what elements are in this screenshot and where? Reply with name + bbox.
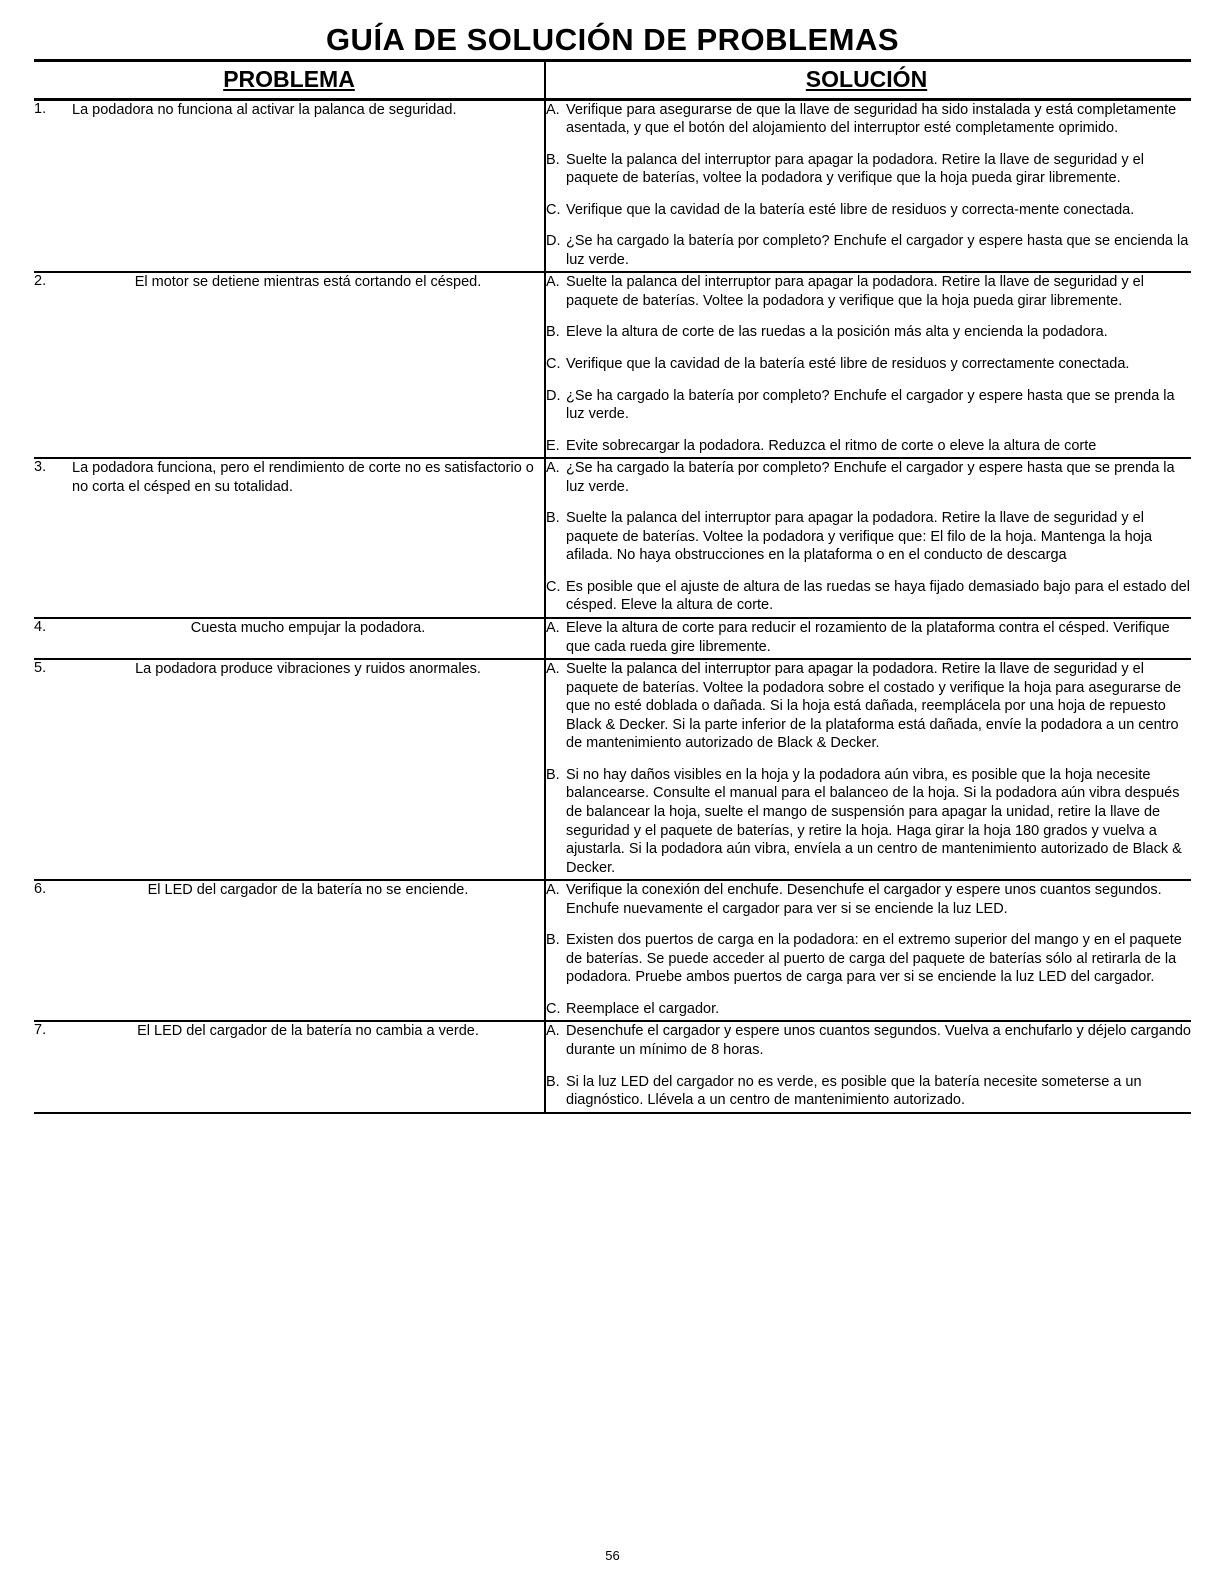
solution-letter: A. [546,274,560,291]
solution-item [546,232,1191,269]
row-number: 6. [34,880,72,1021]
solution-item [546,578,1191,615]
solution-item [546,660,1191,753]
solution-letter: C. [546,201,561,218]
row-solutions [545,659,1191,880]
solution-text: Verifique para asegurarse de que la llave de seguridad ha sido instalada y está completamente asentada, y que el botón del alojamiento del interruptor esté completamente oprimido. [566,101,1177,137]
solution-text: Es posible que el ajuste de altura de las ruedas se haya fijado demasiado bajo para el estado del césped. Eleve la altura de corte. [566,578,1190,614]
table-row [34,272,1191,458]
solution-letter: A. [546,460,560,477]
row-problem: El motor se detiene mientras está cortando el césped. [72,272,545,458]
solution-letter: A. [546,620,560,637]
row-problem: La podadora produce vibraciones y ruidos anormales. [72,659,545,880]
solution-item [546,273,1191,310]
solution-letter: B. [546,510,560,527]
row-solutions [545,101,1191,273]
row-problem: La podadora no funciona al activar la palanca de seguridad. [72,101,545,273]
row-number: 1. [34,100,47,117]
solution-item [546,323,1191,342]
row-solutions [545,272,1191,458]
solution-text: Existen dos puertos de carga en la podadora: en el extremo superior del mango y en el paquete de baterías. Se puede acceder al puerto de carga del paquete de baterías sólo al retirarla de la podadora. Pruebe ambos puertos de carga para ver si se enciende la luz LED del cargador. [566,932,1182,986]
solution-letter: A. [546,101,560,118]
solution-letter: C. [546,578,561,595]
page-number: 56 [605,1548,620,1563]
solution-item [546,619,1191,656]
solution-text: Eleve la altura de corte para reducir el rozamiento de la plataforma contra el césped. Verifique que cada rueda gire libremente. [566,620,1170,655]
solution-letter: C. [546,1000,561,1017]
row-number: 7. [34,1021,72,1112]
solution-item [546,459,1191,496]
solution-letter: D. [546,387,561,404]
table-row [34,880,1191,1021]
solution-text: Verifique que la cavidad de la batería esté libre de residuos y correctamente conectada. [566,356,1130,373]
table-row [34,618,1191,659]
solution-text: Suelte la palanca del interruptor para apagar la podadora. Retire la llave de seguridad y el paquete de baterías. Voltee la podadora y verifique que la hoja pueda girar libremente. [566,274,1144,309]
solution-text: Verifique la conexión del enchufe. Desenchufe el cargador y espere unos cuantos segundos. Enchufe nuevamente el cargador para ver si se enciende la luz LED. [566,882,1162,917]
solution-text: Reemplace el cargador. [566,1000,720,1017]
solution-letter: B. [546,1073,560,1090]
solution-letter: A. [546,661,560,678]
solution-text: ¿Se ha cargado la batería por completo? Enchufe el cargador y espere hasta que se prenda la luz verde. [566,460,1175,495]
solution-letter: A. [546,1023,560,1040]
solution-letter: D. [546,233,561,250]
solution-item [546,1073,1191,1110]
solution-text: ¿Se ha cargado la batería por completo? Enchufe el cargador y espere hasta que se prenda la luz verde. [566,387,1175,423]
solution-item [546,437,1191,456]
solution-text: Verifique que la cavidad de la batería esté libre de residuos y correcta-mente conectada. [566,201,1135,218]
row-solutions [545,618,1191,659]
solution-letter: E. [546,437,560,454]
solution-letter: B. [546,766,560,783]
row-solutions [545,458,1191,618]
solution-text: Suelte la palanca del interruptor para apagar la podadora. Retire la llave de seguridad y el paquete de baterías. Voltee la podadora y verifique que: El filo de la hoja. Mantenga la hoja afilada. No haya obstrucciones en la plataforma o en el conducto de descarga [566,510,1153,564]
solution-text: Evite sobrecargar la podadora. Reduzca el ritmo de corte o eleve la altura de corte [566,437,1097,454]
solution-item [546,355,1191,374]
table-row [34,458,1191,618]
row-solutions [545,880,1191,1021]
row-number: 4. [34,618,72,659]
solution-item [546,151,1191,188]
column-header-solucion: SOLUCIÓN [805,65,928,92]
solution-item [546,881,1191,918]
solution-text: Eleve la altura de corte de las ruedas a la posición más alta y encienda la podadora. [566,324,1108,341]
column-headers [34,62,1191,101]
solution-text: ¿Se ha cargado la batería por completo? Enchufe el cargador y espere hasta que se encienda la luz verde. [566,233,1189,268]
table-row [34,101,1191,273]
solution-letter: B. [546,324,560,341]
solution-letter: B. [546,932,560,949]
solution-item [546,931,1191,987]
solution-letter: B. [546,151,560,168]
row-problem: La podadora funciona, pero el rendimiento de corte no es satisfactorio o no corta el césped en su totalidad. [72,458,545,618]
row-problem: El LED del cargador de la batería no se enciende. [72,880,545,1021]
solution-text: Si no hay daños visibles en la hoja y la podadora aún vibra, es posible que la hoja necesite balancearse. Consulte el manual para el balanceo de la hoja. Si la podadora aún vibra después de balancear la hoja, suelte el mango de suspensión para apagar la unidad, retire la llave de seguridad y el paquete de baterías, y retire la hoja. Haga girar la hoja 180 grados y vuelva a ajustarla. Si la podadora aún vibra, envíela a un centro de mantenimiento autorizado de Black & Decker. [566,766,1182,876]
solution-text: Desenchufe el cargador y espere unos cuantos segundos. Vuelva a enchufarlo y déjelo cargando durante un mínimo de 8 horas. [566,1023,1191,1058]
solution-item [546,1000,1191,1019]
solution-item [546,509,1191,565]
row-number: 3. [34,458,72,618]
page-title: GUÍA DE SOLUCIÓN DE PROBLEMAS [34,24,1191,62]
solution-item [546,1022,1191,1059]
troubleshooting-table [34,101,1191,1114]
column-header-problema: PROBLEMA [223,65,355,92]
row-number: 5. [34,659,72,880]
table-row [34,659,1191,880]
solution-text: Suelte la palanca del interruptor para apagar la podadora. Retire la llave de seguridad y el paquete de baterías. Voltee la podadora sobre el costado y verifique la hoja para asegurarse de que no esté doblada o dañada. Si la hoja está dañada, reemplácela por una hoja de repuesto Black & Decker. Si la parte inferior de la plataforma está dañada, envíe la podadora a un centro de mantenimiento autorizado de Black & Decker. [566,661,1182,752]
row-problem: El LED del cargador de la batería no cambia a verde. [72,1021,545,1112]
solution-text: Si la luz LED del cargador no es verde, es posible que la batería necesite someterse a un diagnóstico. Llévela a un centro de mantenimiento autorizado. [566,1073,1142,1109]
solution-item [546,766,1191,877]
solution-letter: A. [546,882,560,899]
solution-letter: C. [546,356,561,373]
table-row [34,1021,1191,1112]
solution-item [546,387,1191,424]
row-number: 2. [34,272,72,458]
row-solutions [545,1021,1191,1112]
row-problem: Cuesta mucho empujar la podadora. [72,618,545,659]
solution-item [546,101,1191,138]
solution-item [546,201,1191,220]
header-divider [544,62,546,98]
solution-text: Suelte la palanca del interruptor para apagar la podadora. Retire la llave de seguridad y el paquete de baterías, voltee la podadora y verifique que la hoja pueda girar libremente. [566,151,1144,187]
